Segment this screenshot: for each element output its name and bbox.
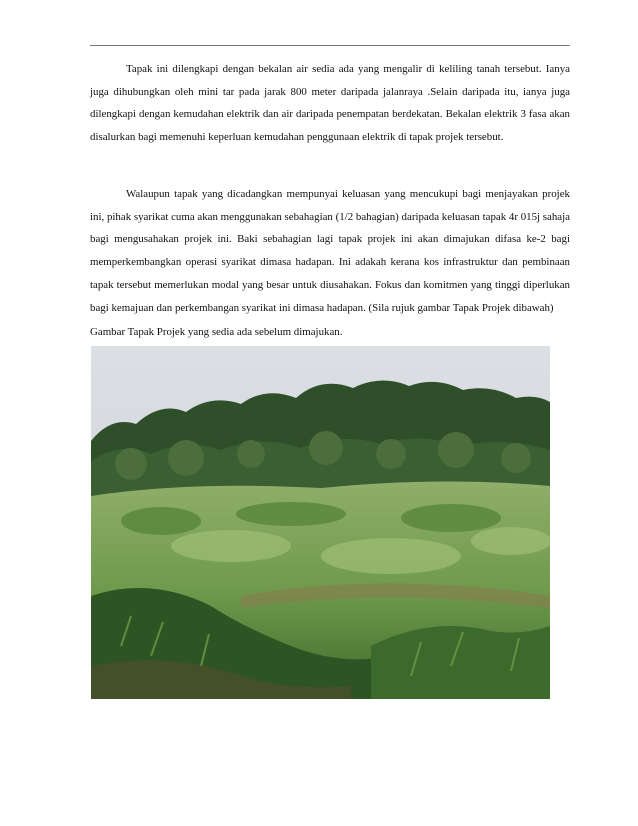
paragraph-water-electric-supply bbox=[90, 58, 570, 149]
paragraph-site-usage bbox=[90, 183, 570, 319]
photo-caption: Gambar Tapak Projek yang sedia ada sebelum dimajukan. bbox=[90, 326, 343, 338]
paragraph-2-text: Walaupun tapak yang dicadangkan mempunyai keluasan yang mencukupi bagi menjayakan projek ini, pihak syarikat cuma akan menggunakan sebahagian (1/2 bahagian) daripada keluasan tapak 4r 015j sahaja bagi mengusahakan projek ini. Baki sebahagian lagi tapak projek ini akan dimajukan difasa ke-2 bagi memperkembangkan operasi syarikat dimasa hadapan. Ini adakah kerana kos infrastruktur dan pembinaan tapak tersebut memerlukan modal yang besar untuk diusahakan. Fokus dan komitmen yang tinggi diperlukan bagi kemajuan dan perkembangan syarikat ini dimasa hadapan. (Sila rujuk gambar Tapak Projek dibawah) bbox=[90, 188, 570, 314]
header-rule bbox=[90, 45, 570, 46]
paragraph-1-text: Tapak ini dilengkapi dengan bekalan air sedia ada yang mengalir di keliling tanah tersebut. Ianya juga dihubungkan oleh mini tar pada jarak 800 meter daripada jalanraya .Selain daripada itu, ianya juga dilengkapi dengan kemudahan elektrik dan air daripada penempatan berdekatan. Bekalan elektrik 3 fasa akan disalurkan bagi memenuhi keperluan kemudahan penggunaan elektrik di tapak projek tersebut. bbox=[90, 63, 570, 144]
project-site-photo bbox=[91, 346, 550, 699]
